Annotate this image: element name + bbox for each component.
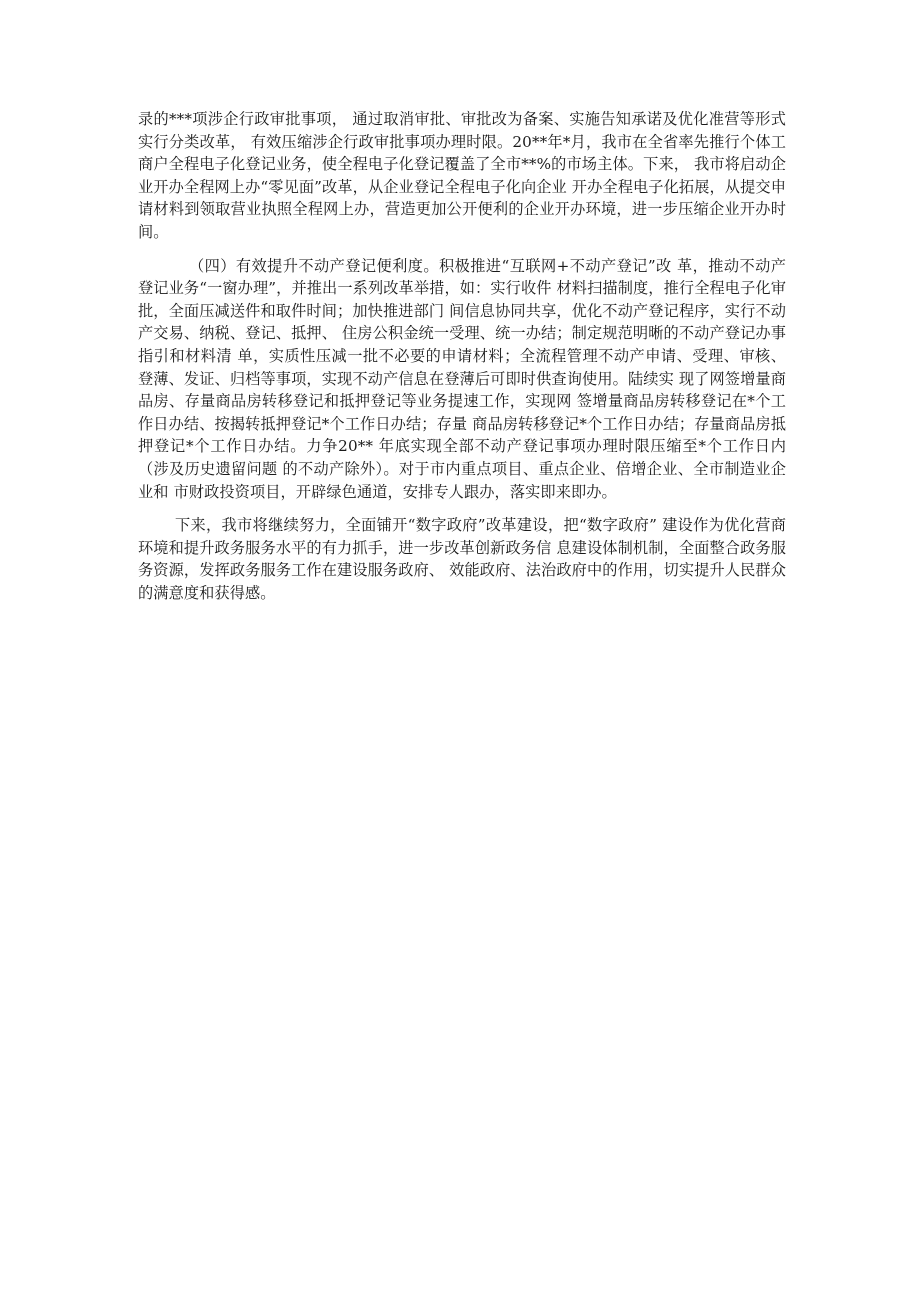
paragraph-enterprise-approval-reform: 录的***项涉企行政审批事项， 通过取消审批、审批改为备案、实施告知承诺及优化准营等形式实行分类改革， 有效压缩涉企行政审批事项办理时限。20**年*月，我市在全省率先推行个体工 商户全程电子化登记业务，使全程电子化登记覆盖了全市**%的市场主体。下来， 我市将启动企业开办全程网上办“零见面”改革，从企业登记全程电子化向企业 开办全程电子化拓展，从提交申请材料到领取营业执照全程网上办，营造更加公开便利的企业开办环境，进一步压缩企业开办时间。 [138,110,786,241]
document-body [138,108,786,604]
paragraph-digital-government: 下来，我市将继续努力，全面铺开“数字政府”改革建设，把“数字政府” 建设作为优化营商环境和提升政务服务水平的有力抓手，进一步改革创新政务信 息建设体制机制，全面整合政务服务资源，发挥政务服务工作在建设服务政府、 效能政府、法治政府中的作用，切实提升人民群众的满意度和获得感。 [138,516,786,602]
paragraph-real-estate-registration: （四）有效提升不动产登记便利度。积极推进“互联网+不动产登记”改 革，推动不动产登记业务“一窗办理”，并推出一系列改革举措，如：实行收件 材料扫描制度，推行全程电子化审批，全面压减送件和取件时间；加快推进部门 间信息协同共享，优化不动产登记程序，实行不动产交易、纳税、登记、抵押、 住房公积金统一受理、统一办结；制定规范明晰的不动产登记办事指引和材料清 单，实质性压减一批不必要的申请材料；全流程管理不动产申请、受理、审核、 登薄、发证、归档等事项，实现不动产信息在登薄后可即时供查询使用。陆续实 现了网签增量商品房、存量商品房转移登记和抵押登记等业务提速工作，实现网 签增量商品房转移登记在*个工作日办结、按揭转抵押登记*个工作日办结；存量 商品房转移登记*个工作日办结；存量商品房抵押登记*个工作日办结。力争20** 年底实现全部不动产登记事项办理时限压缩至*个工作日内（涉及历史遗留问题 的不动产除外）。对于市内重点项目、重点企业、倍增企业、全市制造业企业和 市财政投资项目，开辟绿色通道，安排专人跟办，落实即来即办。 [138,256,786,501]
